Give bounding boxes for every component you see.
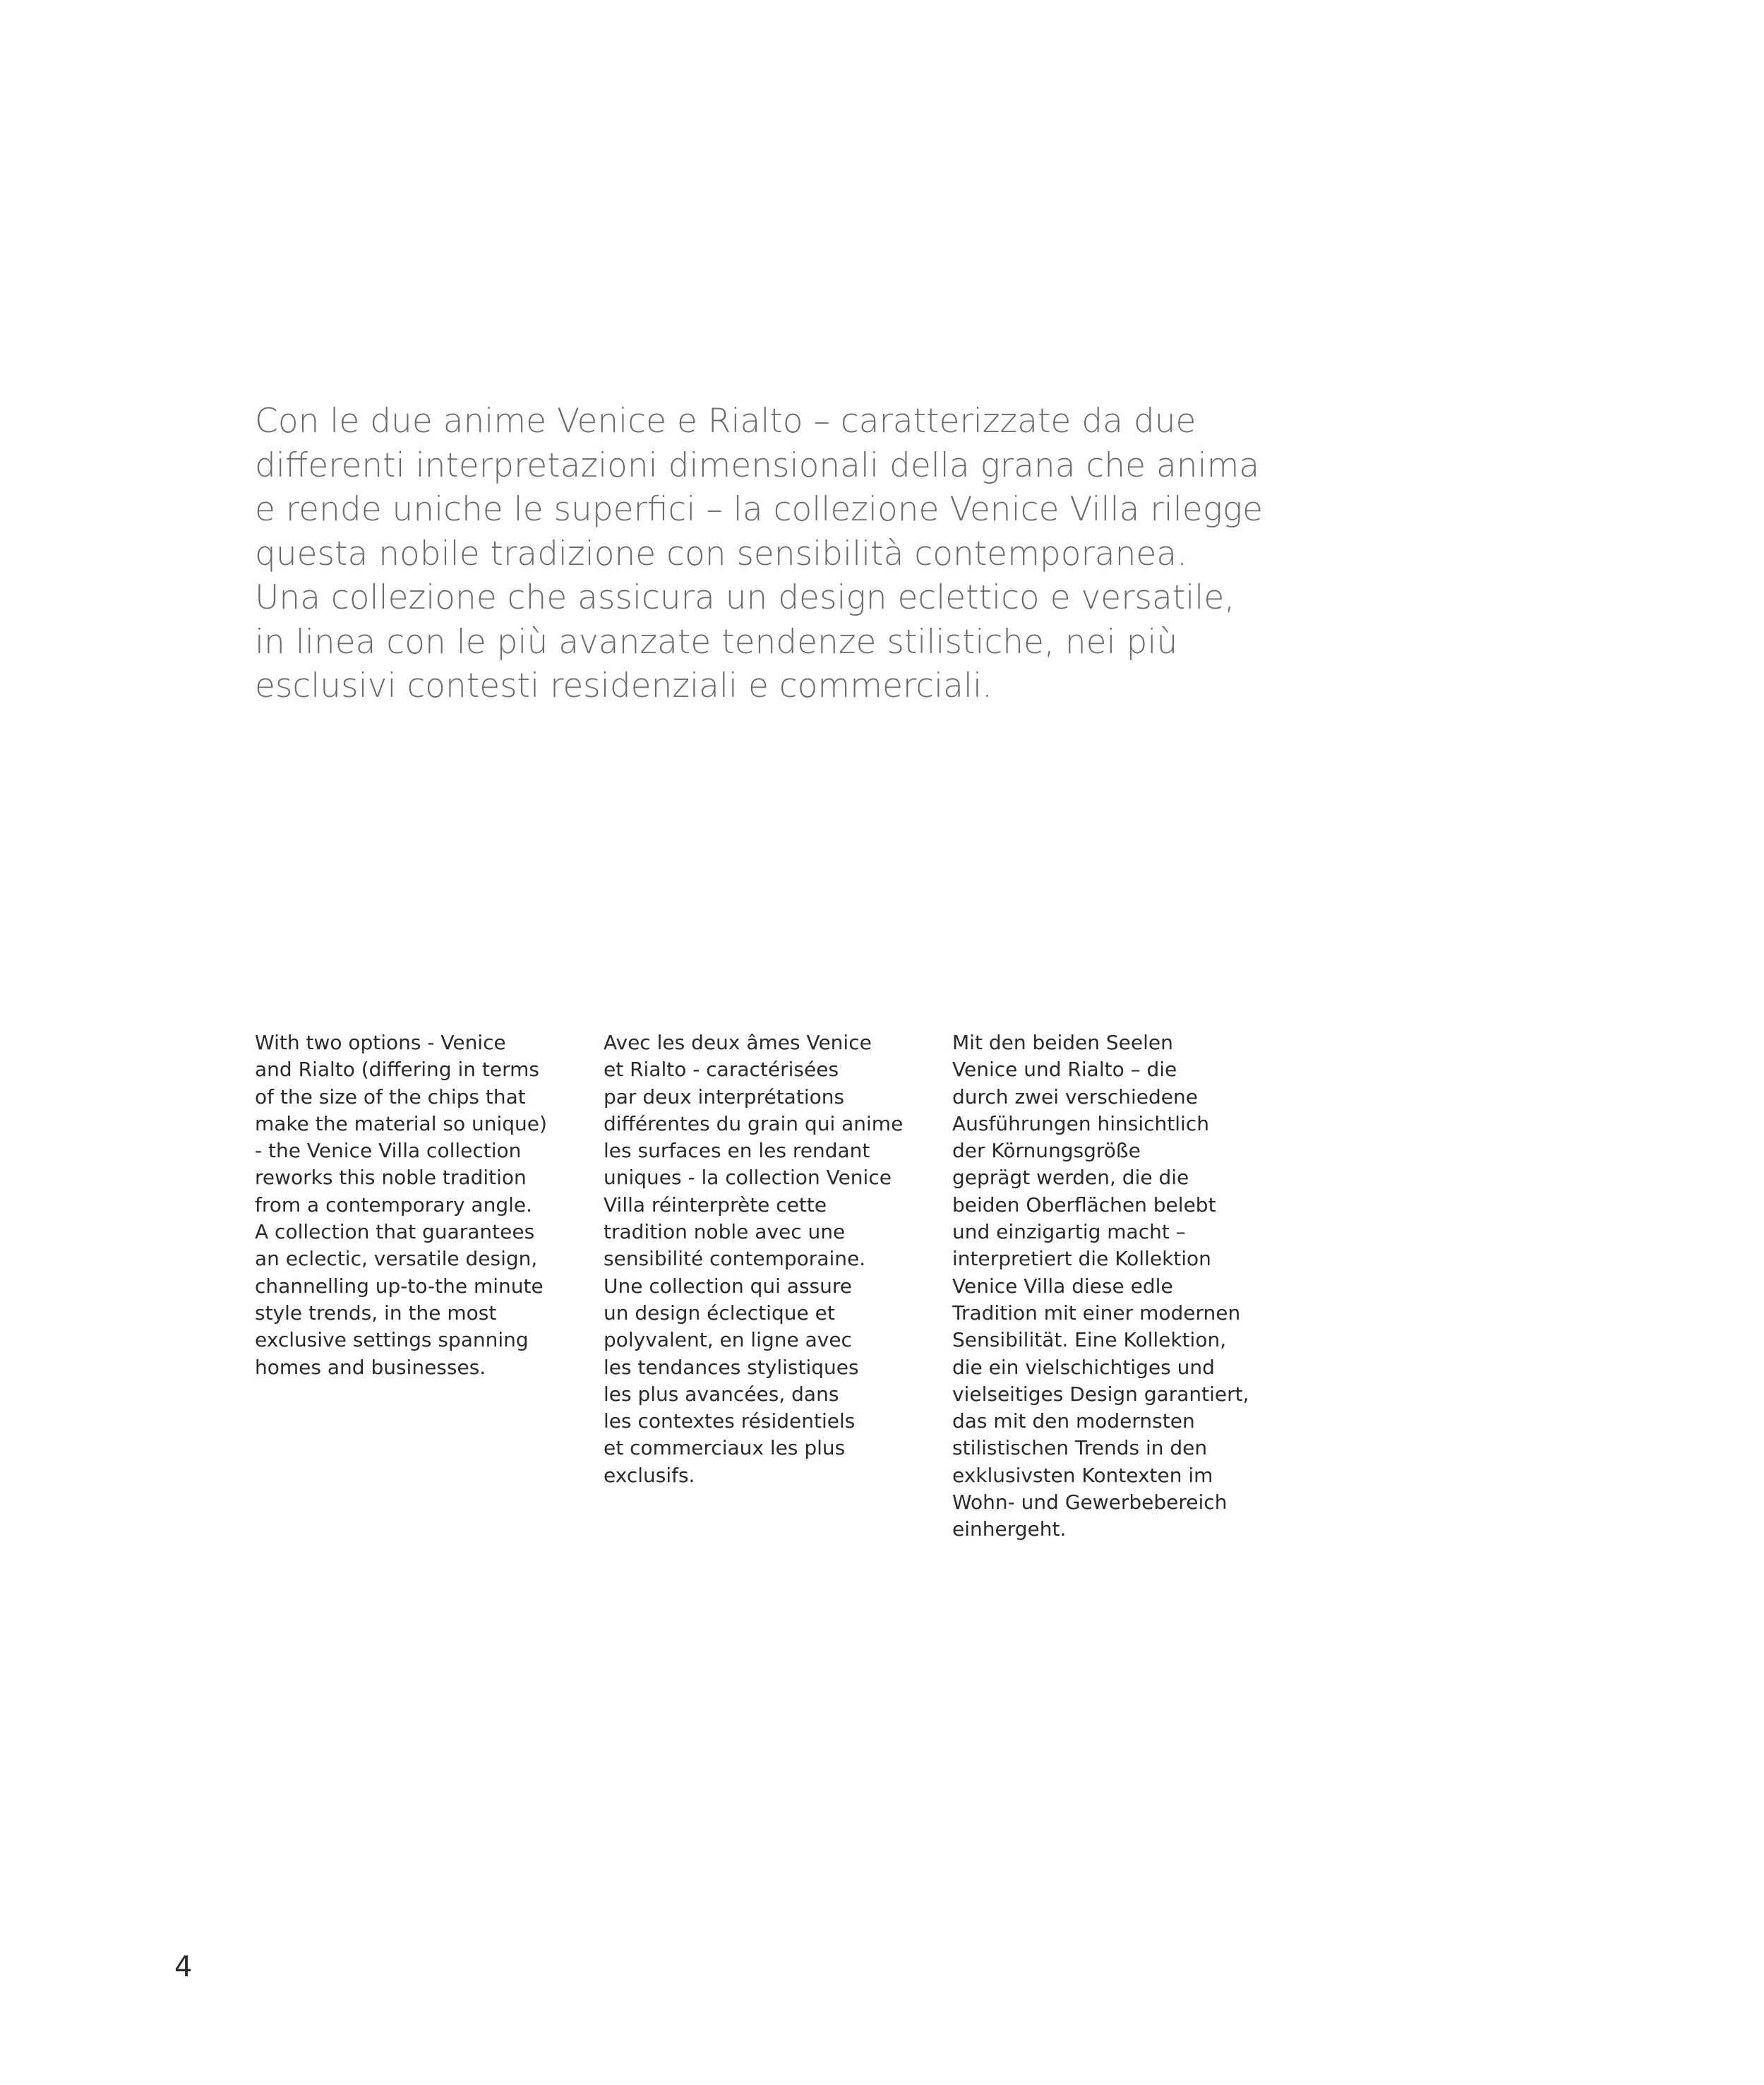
column-line: les contextes résidentiels (604, 1409, 856, 1433)
column-line: A collection that guarantees (255, 1220, 535, 1244)
column-line: das mit den modernsten (952, 1409, 1195, 1433)
intro-line: differenti interpretazioni dimensionali della grana che anima (255, 446, 1260, 485)
column-line: les plus avancées, dans (604, 1382, 839, 1406)
column-line: an eclectic, versatile design, (255, 1247, 538, 1271)
column-line: et commerciaux les plus (604, 1436, 846, 1460)
column-line: und einzigartig macht – (952, 1220, 1186, 1244)
column-line: les tendances stylistiques (604, 1355, 859, 1379)
column-line: polyvalent, en ligne avec (604, 1328, 852, 1352)
column-line: Une collection qui assure (604, 1274, 853, 1298)
column-line: uniques - la collection Venice (604, 1166, 892, 1190)
column-line: exclusive settings spanning (255, 1328, 529, 1352)
column-line: geprägt werden, die die (952, 1166, 1189, 1190)
french-text-column (604, 1029, 928, 1489)
intro-line: esclusivi contesti residenziali e commerciali. (255, 667, 992, 705)
intro-line: e rende uniche le superfici – la collezione Venice Villa rilegge (255, 490, 1264, 529)
column-line: stilistischen Trends in den (952, 1436, 1208, 1460)
column-line: les surfaces en les rendant (604, 1139, 870, 1163)
column-line: interpretiert die Kollektion (952, 1247, 1211, 1271)
column-line: Tradition mit einer modernen (952, 1301, 1241, 1325)
intro-line: questa nobile tradizione con sensibilità contemporanea. (255, 534, 1188, 573)
column-line: reworks this noble tradition (255, 1166, 527, 1190)
intro-paragraph-italian (255, 400, 1314, 709)
column-line: channelling up-to-the minute (255, 1274, 544, 1298)
column-line: vielseitiges Design garantiert, (952, 1382, 1249, 1406)
column-line: einhergeht. (952, 1517, 1067, 1541)
column-line: Venice und Rialto – die (952, 1058, 1177, 1082)
english-text-column (255, 1029, 580, 1381)
column-line: style trends, in the most (255, 1301, 497, 1325)
column-line: der Körnungsgröße (952, 1139, 1141, 1163)
column-line: Ausführungen hinsichtlich (952, 1111, 1209, 1135)
column-line: Avec les deux âmes Venice (604, 1031, 872, 1054)
column-line: un design éclectique et (604, 1301, 835, 1325)
column-line: With two options - Venice (255, 1031, 506, 1054)
column-line: make the material so unique) (255, 1111, 547, 1135)
column-line: from a contemporary angle. (255, 1193, 533, 1217)
intro-line: Una collezione che assicura un design eclettico e versatile, (255, 578, 1235, 617)
column-line: homes and businesses. (255, 1355, 486, 1379)
column-line: Wohn- und Gewerbebereich (952, 1490, 1228, 1515)
page-number: 4 (174, 1951, 193, 1983)
column-line: Villa réinterprète cette (604, 1193, 827, 1217)
column-line: die ein vielschichtiges und (952, 1355, 1215, 1379)
column-line: Sensibilität. Eine Kollektion, (952, 1328, 1227, 1352)
column-line: exklusivsten Kontexten im (952, 1463, 1213, 1487)
column-line: par deux interprétations (604, 1085, 845, 1109)
column-line: durch zwei verschiedene (952, 1085, 1198, 1109)
column-line: tradition noble avec une (604, 1220, 846, 1244)
german-text-column (952, 1029, 1277, 1543)
column-line: exclusifs. (604, 1463, 695, 1487)
column-line: Venice Villa diese edle (952, 1274, 1173, 1298)
column-line: et Rialto - caractérisées (604, 1058, 839, 1082)
column-line: beiden Oberflächen belebt (952, 1193, 1216, 1217)
column-line: différentes du grain qui anime (604, 1111, 904, 1135)
column-line: - the Venice Villa collection (255, 1139, 522, 1163)
intro-line: Con le due anime Venice e Rialto – caratterizzate da due (255, 402, 1196, 441)
column-line: Mit den beiden Seelen (952, 1031, 1173, 1054)
column-line: sensibilité contemporaine. (604, 1247, 866, 1271)
column-line: of the size of the chips that (255, 1085, 526, 1109)
intro-line: in linea con le più avanzate tendenze stilistiche, nei più (255, 622, 1178, 662)
column-line: and Rialto (differing in terms (255, 1058, 539, 1082)
